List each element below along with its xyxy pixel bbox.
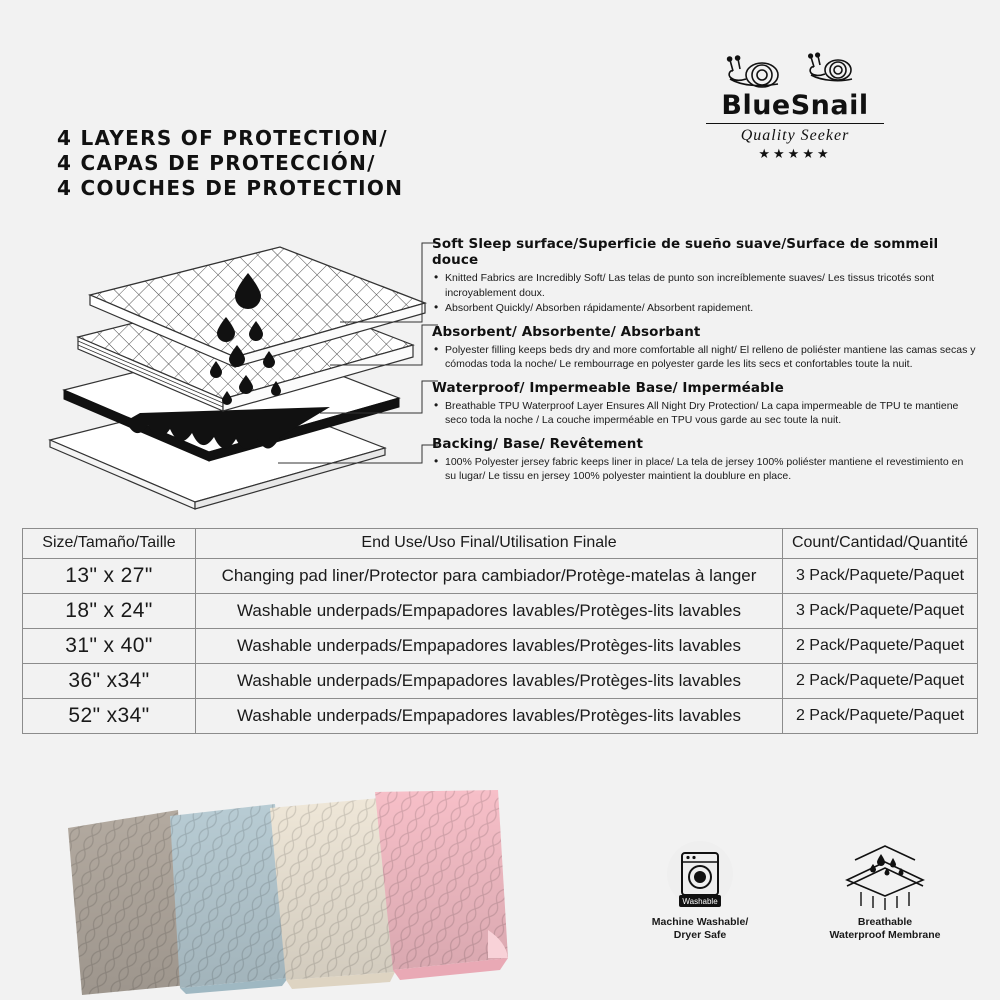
table-row	[23, 559, 978, 594]
cell-size: 13" x 27"	[23, 559, 196, 594]
feature-bullet: • Polyester filling keeps beds dry and more comfortable all night/ El relleno de poliéster mantiene las camas secas y cómodas toda la noche/ Le rembourrage en polyester garde les lits secs et confortables toute la nuit.	[432, 343, 977, 372]
table-row	[23, 699, 978, 734]
feature-backing	[432, 436, 977, 484]
cell-count: 3 Pack/Paquete/Paquet	[783, 559, 978, 594]
badge-caption-line-1: Machine Washable/	[651, 916, 749, 928]
feature-waterproof	[432, 380, 977, 428]
layers-diagram	[30, 225, 460, 515]
breathable-membrane-icon	[795, 840, 975, 912]
feature-soft-sleep-surface	[432, 236, 977, 316]
cell-count: 2 Pack/Paquete/Paquet	[783, 664, 978, 699]
feature-title: Backing/ Base/ Revêtement	[432, 435, 644, 452]
table-row	[23, 664, 978, 699]
feature-title: Soft Sleep surface/Superficie de sueño suave/Surface de sommeil douce	[432, 236, 939, 268]
svg-text:Washable: Washable	[682, 897, 718, 906]
headline-line-3: 4 COUCHES DE PROTECTION	[57, 176, 404, 200]
cell-enduse: Washable underpads/Empapadores lavables/Protèges-lits lavables	[196, 629, 783, 664]
pad-cream	[270, 798, 395, 989]
brand-name: BlueSnail	[721, 90, 869, 121]
care-badges	[610, 840, 990, 970]
badge-breathable-membrane	[795, 840, 975, 942]
badge-caption	[795, 916, 975, 942]
table-header-count: Count/Cantidad/Quantité	[783, 529, 978, 559]
table-header-size: Size/Tamaño/Taille	[23, 529, 196, 559]
features-list	[432, 236, 977, 492]
cell-count: 2 Pack/Paquete/Paquet	[783, 699, 978, 734]
cell-count: 2 Pack/Paquete/Paquet	[783, 629, 978, 664]
cell-size: 36" x34"	[23, 664, 196, 699]
cell-size: 18" x 24"	[23, 594, 196, 629]
logo-divider	[706, 123, 884, 124]
pad-pink	[375, 790, 508, 980]
feature-bullet: • Breathable TPU Waterproof Layer Ensures All Night Dry Protection/ La capa impermeable de TPU te mantiene seco toda la noche / La couche imperméable en TPU vous garde au sec toute la nuit.	[432, 399, 977, 428]
cell-size: 52" x34"	[23, 699, 196, 734]
pad-blue	[170, 804, 288, 994]
washing-machine-icon	[610, 840, 790, 912]
snail-icon	[700, 48, 890, 90]
badge-machine-washable	[610, 840, 790, 942]
size-table	[22, 528, 978, 734]
badge-caption-line-2: Waterproof Membrane	[829, 929, 941, 941]
page-title	[57, 126, 403, 201]
pad-grey	[68, 810, 188, 995]
cell-count: 3 Pack/Paquete/Paquet	[783, 594, 978, 629]
table-row	[23, 629, 978, 664]
cell-enduse: Washable underpads/Empapadores lavables/Protèges-lits lavables	[196, 664, 783, 699]
size-table-wrapper	[22, 528, 978, 734]
product-photos	[60, 780, 580, 995]
brand-logo	[700, 48, 890, 162]
cell-enduse: Washable underpads/Empapadores lavables/Protèges-lits lavables	[196, 699, 783, 734]
feature-bullet: • 100% Polyester jersey fabric keeps liner in place/ La tela de jersey 100% poliéster mantiene el revestimiento en su lugar/ Le tissu en jersey 100% polyester maintient la doublure en place.	[432, 455, 977, 484]
feature-absorbent	[432, 324, 977, 372]
cell-size: 31" x 40"	[23, 629, 196, 664]
table-header-row	[23, 529, 978, 559]
feature-title: Absorbent/ Absorbente/ Absorbant	[432, 323, 701, 340]
feature-bullet: • Knitted Fabrics are Incredibly Soft/ Las telas de punto son increíblemente suaves/ Les tissus tricotés sont incroyablement doux.	[432, 271, 977, 300]
badge-caption	[610, 916, 790, 942]
feature-title: Waterproof/ Impermeable Base/ Imperméable	[432, 379, 784, 396]
headline-line-2: 4 CAPAS DE PROTECCIÓN/	[57, 151, 376, 175]
badge-caption-line-2: Dryer Safe	[673, 929, 727, 941]
table-header-enduse: End Use/Uso Final/Utilisation Finale	[196, 529, 783, 559]
headline-line-1: 4 LAYERS OF PROTECTION/	[57, 126, 388, 150]
cell-enduse: Washable underpads/Empapadores lavables/Protèges-lits lavables	[196, 594, 783, 629]
table-row	[23, 594, 978, 629]
cell-enduse: Changing pad liner/Protector para cambiador/Protège-matelas à langer	[196, 559, 783, 594]
brand-stars: ★★★★★	[758, 146, 832, 161]
brand-tagline: Quality Seeker	[740, 127, 850, 144]
feature-bullet: • Absorbent Quickly/ Absorben rápidamente/ Absorbent rapidement.	[432, 301, 977, 316]
badge-caption-line-1: Breathable	[857, 916, 913, 928]
